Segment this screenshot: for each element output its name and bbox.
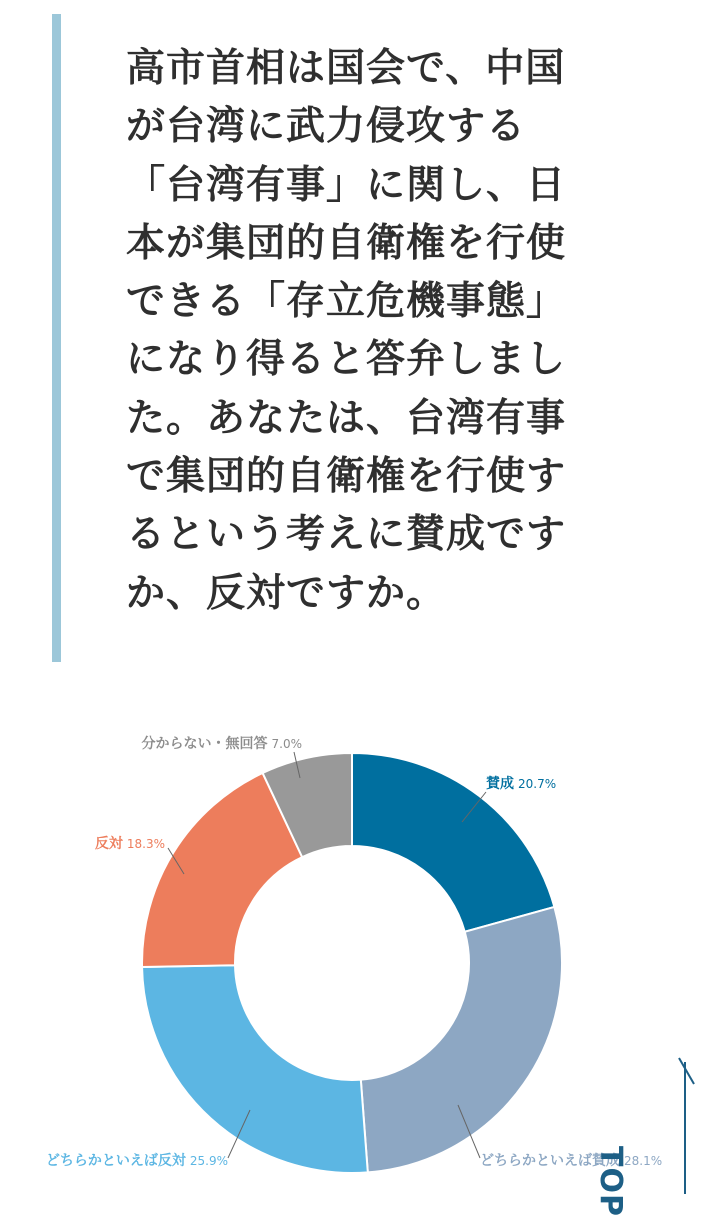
slice-label-value: 28.1% xyxy=(624,1154,663,1168)
donut-slices xyxy=(142,753,562,1173)
top-label: TOP xyxy=(593,1146,628,1217)
slice-label-name: どちらかといえば反対 xyxy=(45,1153,186,1169)
slice-3 xyxy=(142,965,368,1173)
slice-label-name: どちらかといえば賛成 xyxy=(480,1153,620,1169)
slice-label-5 xyxy=(142,735,303,752)
slice-label-name: 賛成 xyxy=(486,776,514,792)
slice-label-name: 反対 xyxy=(94,836,123,852)
slice-2 xyxy=(361,907,562,1172)
slice-label-1 xyxy=(486,775,556,792)
slice-label-4 xyxy=(95,835,165,852)
slice-label-value: 25.9% xyxy=(189,1154,228,1168)
slice-label-value: 7.0% xyxy=(271,737,302,751)
slice-label-value: 20.7% xyxy=(518,777,557,791)
slice-label-3 xyxy=(46,1152,228,1169)
back-to-top-button[interactable] xyxy=(593,1058,690,1217)
slice-label-name: 分からない・無回答 xyxy=(141,736,268,752)
top-line xyxy=(684,1062,686,1194)
survey-question: 高市首相は国会で、中国 が台湾に武力侵攻する 「台湾有事」に関し、日 本が集団的自衛権を行使 できる「存立危機事態」 になり得ると答弁しまし た。あなたは、台湾有事 で集団的自衛権を行使す るという考えに賛成です か、反対ですか。 xyxy=(126,46,567,616)
slice-label-value: 18.3% xyxy=(126,837,165,851)
